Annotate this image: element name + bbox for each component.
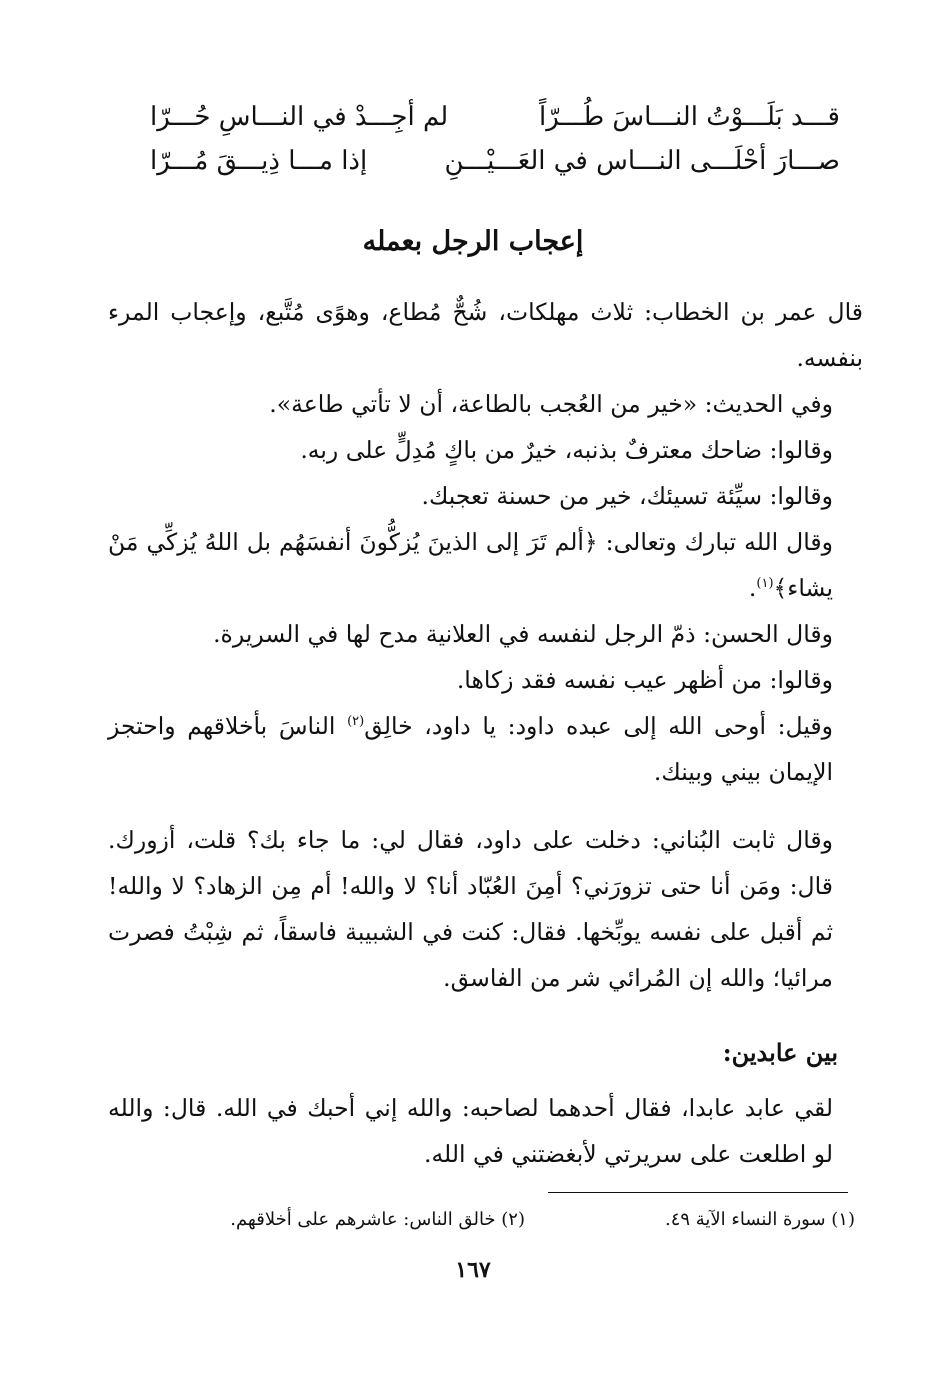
paragraph-two-worshippers: لقي عابد عابدا، فقال أحدهما لصاحبه: والله إني أحبك في الله. قال: والله لو اطلعت على سريرتي لأبغضتني في الله.: [108, 1094, 833, 1168]
paragraph-quran: [108, 519, 863, 611]
footnote-ref-2: (٢): [347, 714, 365, 730]
paragraph-thabit: وقال ثابت البُناني: دخلت على داود، فقال لي: ما جاء بك؟ قلت، أزورك. قال: ومَن أنا حتى تزورَني؟ أمِنَ العُبّاد أنا؟ لا والله! أم مِن الزهاد؟ لا والله! ثم أقبل على نفسه يوبِّخها. فقال: كنت في الشبيبة فاسقاً، ثم شِبْتُ فصرت مرائيا؛ والله إن المُرائي شر من الفاسق.: [108, 826, 833, 992]
body-block-two-worshippers: [108, 1085, 863, 1177]
dawud-tail: الناسَ بأخلاقهم واحتجز الإيمان بيني وبينك.: [108, 712, 833, 786]
quran-verse-tail: .: [748, 574, 757, 602]
paragraph-sayings-1: وقالوا: ضاحك معترفٌ بذنبه، خيرٌ من باكٍ مُدِلٍّ على ربه.: [300, 436, 833, 464]
dawud-text: وقيل: أوحى الله إلى عبده داود: يا داود، خالِق: [364, 712, 833, 740]
quran-verse-text: وقال الله تبارك وتعالى: ﴿ألم تَرَ إلى الذينَ يُزكُّونَ أنفسَهُم بل اللهُ يُزكِّي مَنْ يشاء﴾: [108, 528, 833, 602]
body-block-thabit: [108, 817, 863, 1001]
paragraph-hadith: وفي الحديث: «خير من العُجب بالطاعة، أن لا تأتي طاعة».: [269, 390, 833, 418]
poem-line-2-second-hemistich: إذا مـــا ذِيـــقَ مُـــرّا: [150, 146, 368, 176]
poem-line-2: [150, 136, 840, 186]
poem-line-1: [150, 92, 840, 142]
paragraph-sayings-2: وقالوا: سيِّئة تسيئك، خير من حسنة تعجبك.: [421, 482, 833, 510]
paragraph-sayings-3: وقالوا: من أظهر عيب نفسه فقد زكاها.: [456, 666, 833, 694]
footnote-2: (٢) خالق الناس: عاشرهم على أخلاقهم.: [230, 1209, 525, 1230]
poem-line-1-second-hemistich: لم أجِـــدْ في النـــاسِ حُـــرّا: [150, 102, 449, 132]
poem-line-1-first-hemistich: قـــد بَلَـــوْتُ النـــاسَ طُـــرّاً: [539, 102, 840, 132]
section-heading: إعجاب الرجل بعمله: [362, 226, 584, 257]
subheading: بين عابدين:: [722, 1038, 838, 1067]
footnotes: [200, 1204, 855, 1236]
paragraph-dawud: [108, 703, 863, 795]
footnote-divider: [548, 1192, 848, 1193]
footnote-ref-1: (١): [756, 576, 774, 592]
paragraph-hasan: وقال الحسن: ذمّ الرجل لنفسه في العلانية مدح لها في السريرة.: [213, 620, 833, 648]
poem-line-2-first-hemistich: صـــارَ أحْلَـــى النـــاس في العَـــيْـــنِ: [444, 146, 840, 176]
paragraph-umar: قال عمر بن الخطاب: ثلاث مهلكات، شُحٌّ مُطاع، وهوًى مُتَّبع، وإعجاب المرء بنفسه.: [108, 298, 863, 372]
page-number: ١٦٧: [455, 1257, 491, 1283]
footnote-1: (١) سورة النساء الآية ٤٩.: [664, 1209, 855, 1230]
body-block-main: [108, 289, 863, 795]
